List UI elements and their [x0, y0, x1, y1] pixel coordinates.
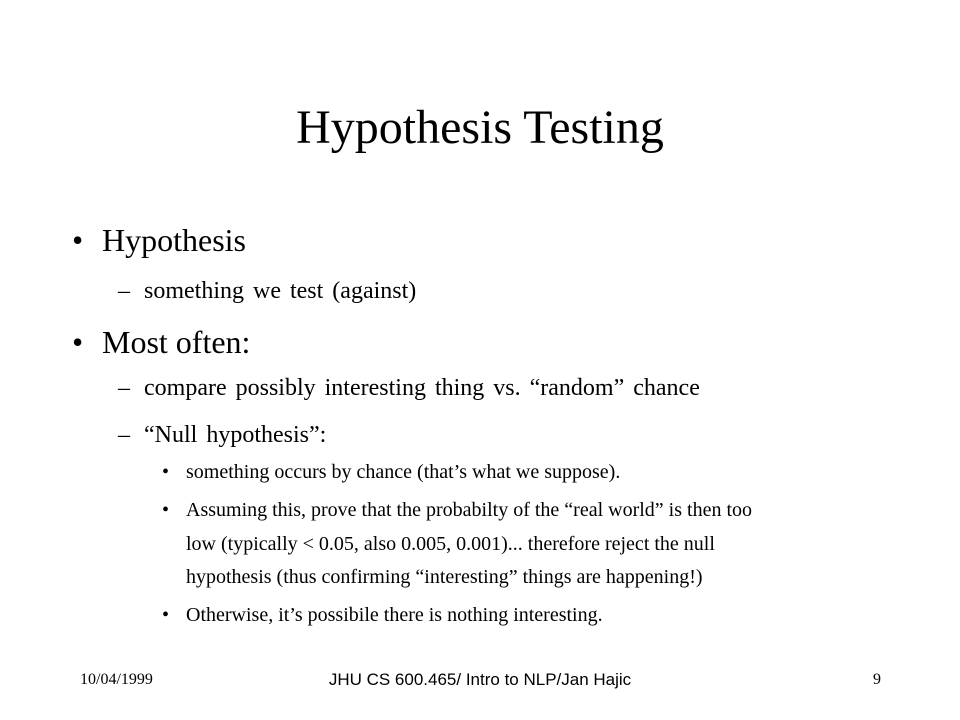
bullet-dot: • [162, 461, 170, 483]
bullet-dot: • [162, 604, 170, 626]
bullet-dot: • [72, 324, 84, 360]
dash-bullet: – [118, 422, 130, 448]
bullet-text: “Null hypothesis”: [144, 422, 327, 448]
footer-course-title: JHU CS 600.465/ Intro to NLP/Jan Hajic [328, 670, 632, 689]
dash-bullet: – [118, 375, 130, 401]
footer-date: 10/04/1999 [80, 671, 153, 688]
continuation-line [0, 532, 960, 557]
bullet-hypothesis [0, 222, 960, 258]
slide-title: Hypothesis Testing [296, 101, 664, 154]
dash-bullet: – [118, 278, 130, 304]
bullet-text: Most often: [102, 324, 251, 360]
bullet-text: Hypothesis [102, 222, 246, 258]
bullet-text: compare possibly interesting thing vs. “random” chance [144, 375, 700, 401]
sub-bullet-something-we-test [0, 277, 960, 305]
bullet-text: low (typically < 0.05, also 0.005, 0.001)... therefore reject the null [186, 533, 715, 555]
continuation-line [0, 565, 960, 590]
footer-page-number: 9 [873, 671, 881, 688]
bullet-text: Assuming this, prove that the probabilty of the “real world” is then too [186, 499, 752, 521]
sub-bullet-compare [0, 374, 960, 402]
bullet-text: something occurs by chance (that’s what we suppose). [186, 461, 621, 483]
bullet-dot: • [162, 499, 170, 521]
bullet-text: Otherwise, it’s possibile there is nothing interesting. [186, 604, 603, 626]
sub-sub-bullet-occurs-by-chance [0, 460, 960, 485]
bullet-dot: • [72, 222, 84, 258]
sub-sub-bullet-assuming-this [0, 498, 960, 523]
bullet-text: hypothesis (thus confirming “interesting” things are happening!) [186, 566, 703, 588]
sub-sub-bullet-otherwise [0, 603, 960, 628]
bullet-most-often [0, 324, 960, 360]
sub-bullet-null-hypothesis [0, 421, 960, 449]
bullet-text: something we test (against) [144, 278, 417, 304]
